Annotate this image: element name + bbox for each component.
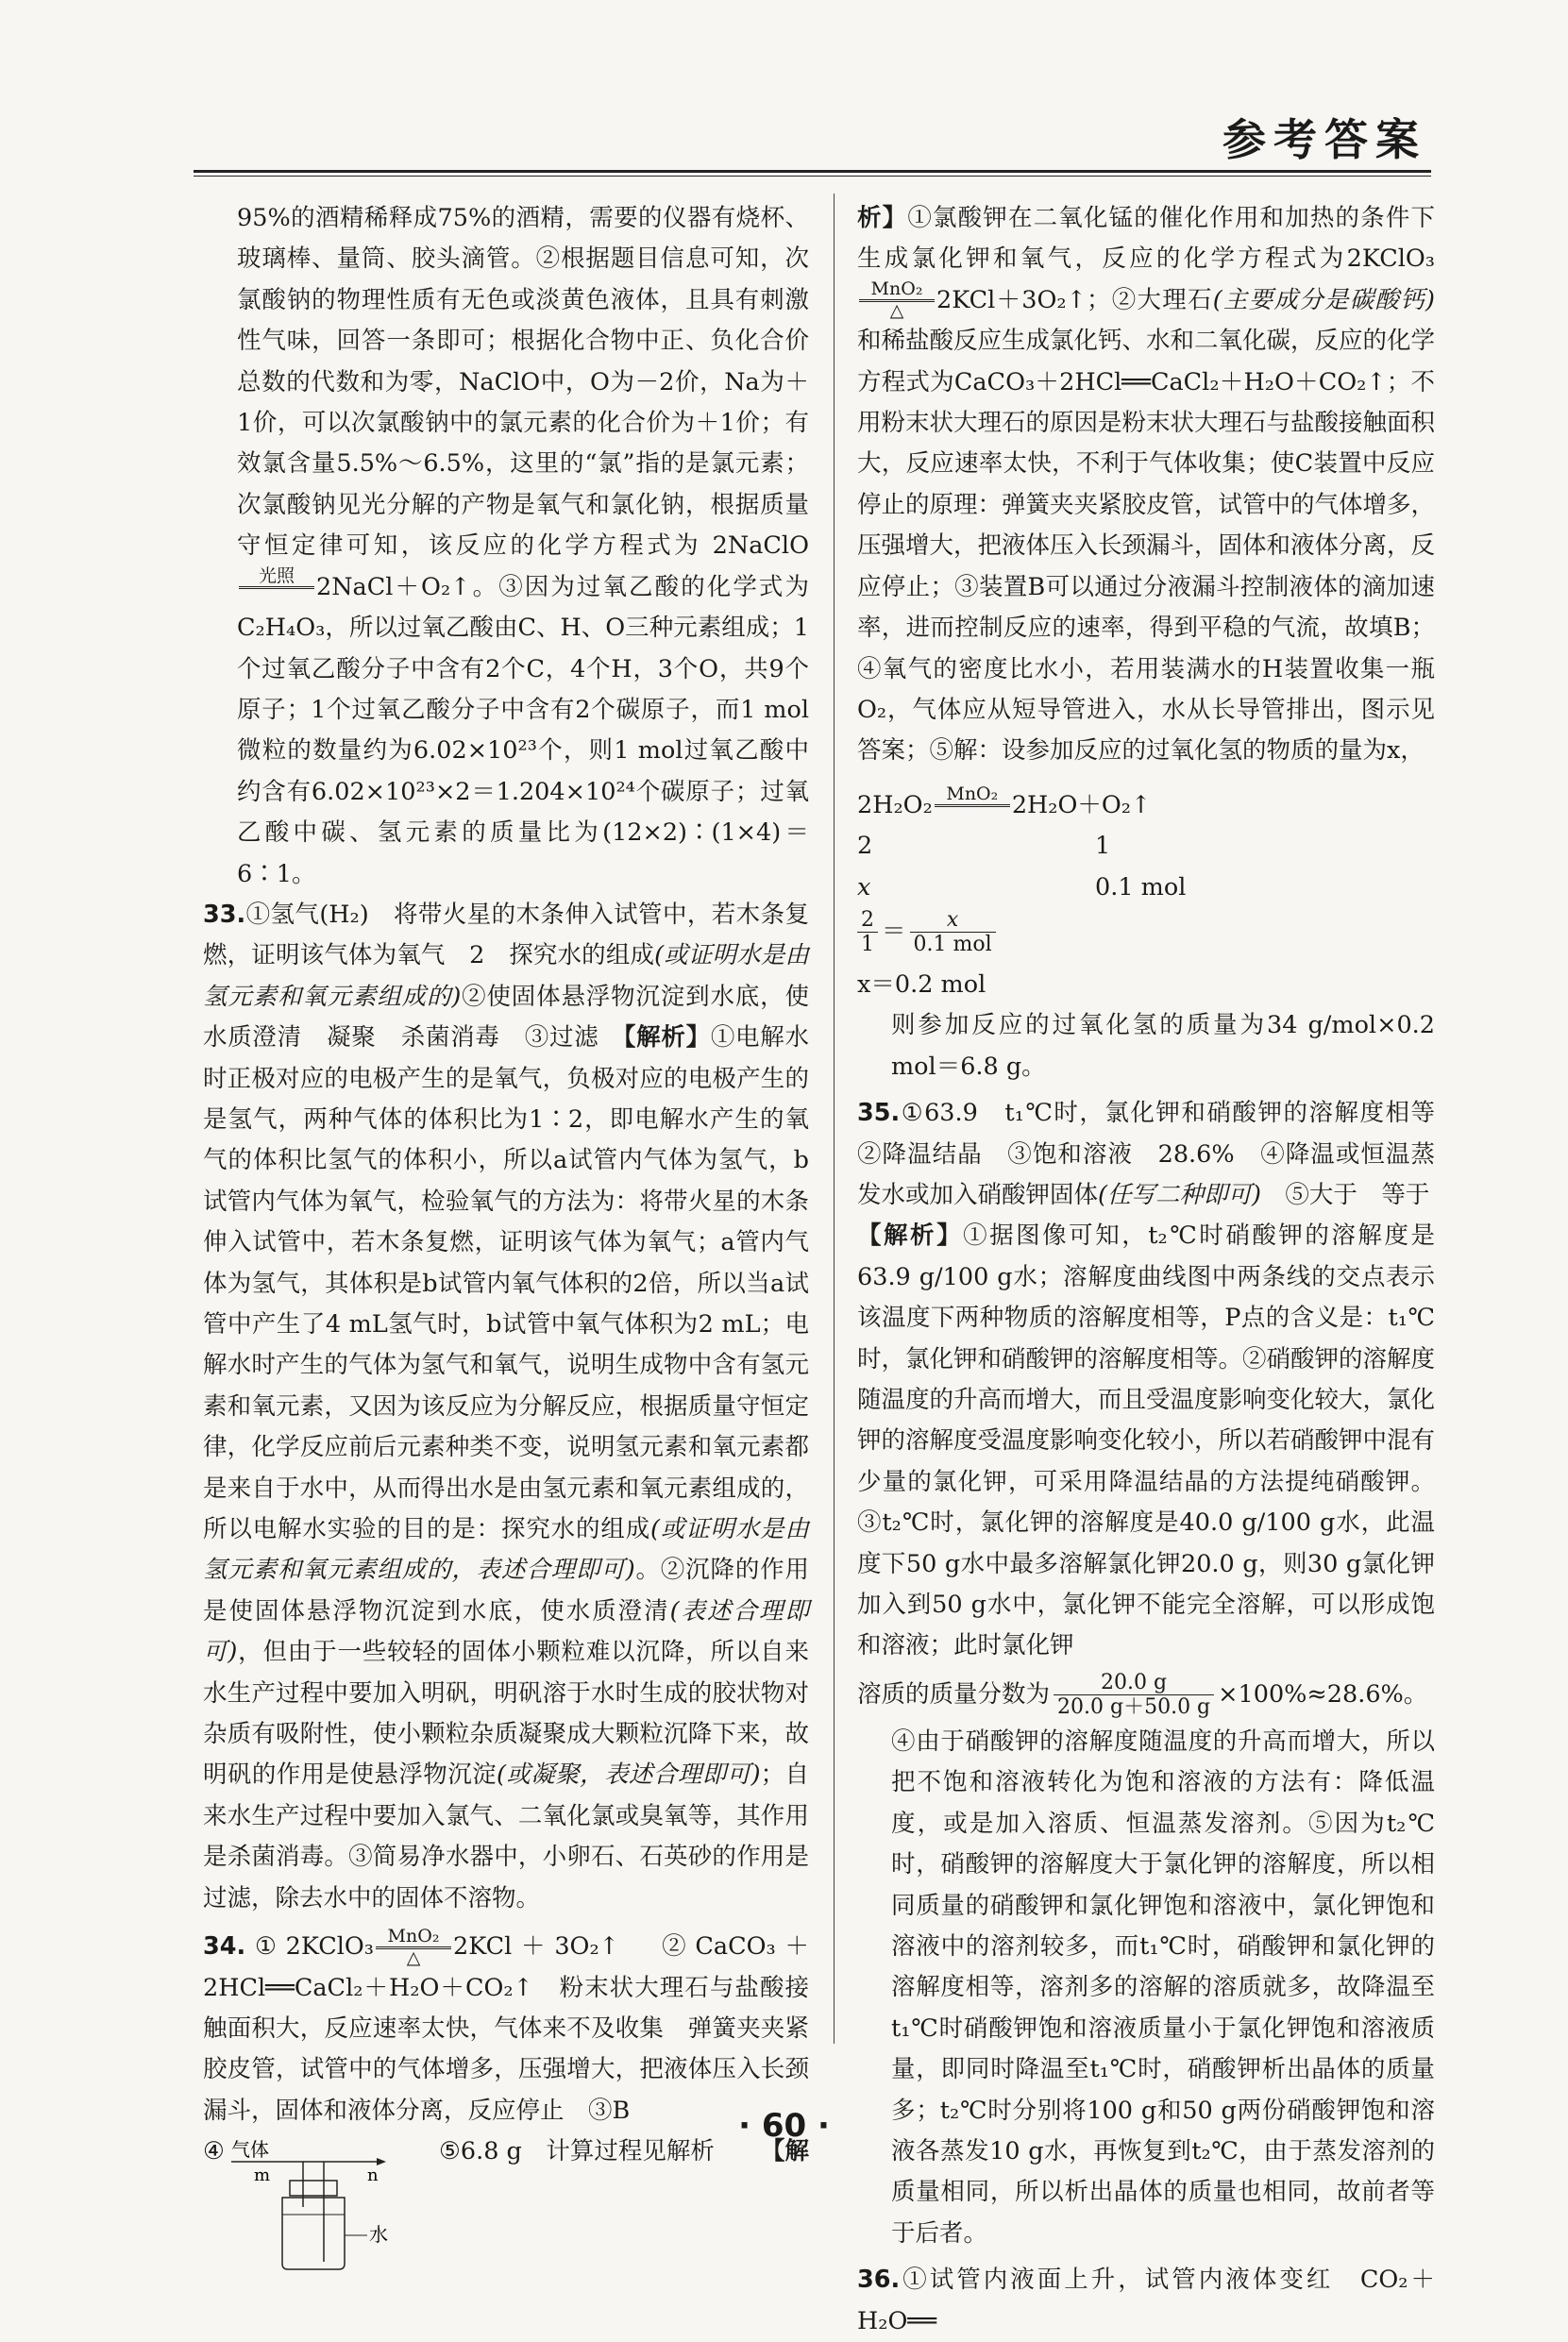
answer-34-part4: ④ 气体 m n 水 ⑤6.8 g 计算过程见解析 【解 <box>203 2131 809 2273</box>
calculation-block <box>857 785 1435 1087</box>
diagram-label-gas: 气体 <box>231 2138 269 2162</box>
left-column <box>203 198 809 2273</box>
header-rule <box>194 170 1431 173</box>
calc-row-unknown: x 0.1 mol <box>857 872 1187 901</box>
gas-collection-bottle-diagram <box>226 2131 414 2273</box>
diagram-label-water: 水 <box>369 2223 388 2247</box>
condition-mno2-heat: MnO₂ △ <box>376 1928 451 1968</box>
answer-36: 36.①试管内液面上升，试管内液体变红 CO₂＋H₂O══ <box>857 2266 1435 2335</box>
page-number: · 60 · <box>738 2107 830 2145</box>
header-rule-thin <box>194 176 1431 177</box>
column-divider <box>834 194 835 2044</box>
diagram-label-m: m <box>254 2165 271 2186</box>
calc-row-ratio: 2 1 <box>857 832 1111 861</box>
diagram-label-n: n <box>367 2165 379 2186</box>
answer-35-analysis-continued: ④由于硝酸钾的溶解度随温度的升高而增大，所以把不饱和溶液转化为饱和溶液的方法有：降低温度，或是加入溶质、恒温蒸发溶剂。⑤因为t₂℃时，硝酸钾的溶解度大于氯化钾的溶解度，所以相同质量的硝酸钾和氯化钾饱和溶液中，氯化钾饱和溶液中的溶剂较多，而t₁℃时，硝酸钾和氯化钾的溶解度相等，溶剂多的溶解的溶质就多，故降温至t₁℃时硝酸钾饱和溶液质量小于氯化钾饱和溶液质量，即同时降温至t₁℃时，硝酸钾析出晶体的质量多；t₂℃时分别将100 g和50 g两份硝酸钾饱和溶液各蒸发10 g水，再恢复到t₂℃，由于蒸发溶剂的质量相同，所以析出晶体的质量也相同，故前者等于后者。 <box>891 1727 1435 2248</box>
answer-35: 35.①63.9 t₁℃时，氯化钾和硝酸钾的溶解度相等 ②降温结晶 ③饱和溶液 28.6% ④降温或恒温蒸发水或加入硝酸钾固体(任写二种即可) ⑤大于 等于 <box>857 1099 1459 1209</box>
calc-proportion: $\frac{2}{1}$ ＝ $\frac{x}{\text{0.1 mol}}$ <box>857 908 1435 965</box>
paragraph-q32-continued: 95%的酒精稀释成75%的酒精，需要的仪器有烧杯、玻璃棒、量筒、胶头滴管。②根据题目信息可知，次氯酸钠的物理性质有无色或淡黄色液体，且具有刺激性气味，回答一条即可；根据化合物中正、负化合价总数的代数和为零，NaClO中，O为－2价，Na为＋1价，可以次氯酸钠中的氯元素的化合价为＋1价；有效氯含量5.5%～6.5%，这里的“氯”指的是氯元素；次氯酸钠见光分解的产物是氧气和氯化钠，根据质量守恒定律可知，该反应的化学方程式为 2NaClO 光照 2NaCl＋O₂↑。③因为过氧乙酸的化学式为C₂H₄O₃，所以过氧乙酸由C、H、O三种元素组成；1个过氧乙酸分子中含有2个C，4个H，3个O，共9个原子；1个过氧乙酸分子中含有2个碳原子，而1 mol微粒的数量约为6.02×10²³个，则1 mol过氧乙酸中约含有6.02×10²³×2＝1.204×10²⁴个碳原子；过氧乙酸中碳、氢元素的质量比为(12×2)∶(1×4)＝6∶1。 <box>237 204 809 888</box>
answer-34-analysis: 析】①氯酸钾在二氧化锰的催化作用和加热的条件下生成氯化钾和氧气，反应的化学方程式为2KClO₃ MnO₂ △ 2KCl＋3O₂↑；②大理石(主要成分是碳酸钙)和稀盐酸反应生成氯化钙、水和二氧化碳，反应的化学方程式为CaCO₃＋2HCl══CaCl₂＋H₂O＋CO₂↑；不用粉末状大理石的原因是粉末状大理石与盐酸接触面积大，反应速率太快，不利于气体收集；使C装置中反应停止的原理：弹簧夹夹紧胶皮管，试管中的气体增多，压强增大，把液体压入长颈漏斗，固体和液体分离，反应停止；③装置B可以通过分液漏斗控制液体的滴加速率，进而控制反应的速率，得到平稳的气流，故填B；④氧气的密度比水小，若用装满水的H装置收集一瓶O₂，气体应从短导管进入，水从长导管排出，图示见答案；⑤解：设参加反应的过氧化氢的物质的量为x， <box>857 204 1436 766</box>
calc-result: x＝0.2 mol <box>857 969 986 999</box>
answer-33: 33.①氢气(H₂) 将带火星的木条伸入试管中，若木条复燃，证明该气体为氧气 2 探究水的组成(或证明水是由氢元素和氧元素组成的)②使固体悬浮物沉淀到水底，使水质澄清 凝聚 杀菌消毒 ③过滤 【解析】①电解水时正极对应的电极产生的是氧气，负极对应的电极产生的是氢气，两种气体的体积比为1∶2，即电解水产生的氧气的体积比氢气的体积小，所以a试管内气体为氢气，b试管内气体为氧气，检验氧气的方法为：将带火星的木条伸入试管中，若木条复燃，证明该气体为氧气；a管内气体为氢气，其体积是b试管内氧气体积的2倍，所以当a试管中产生了4 mL氢气时，b试管中氧气体积为2 mL；电解水时产生的气体为氢气和氧气，说明生成物中含有氢元素和氧元素，又因为该反应为分解反应，根据质量守恒定律，化学反应前后元素种类不变，说明氢元素和氧元素都是来自于水中，从而得出水是由氢元素和氧元素组成的，所以电解水实验的目的是：探究水的组成(或证明水是由氢元素和氧元素组成的，表述合理即可)。②沉降的作用是使固体悬浮物沉淀到水底，使水质澄清(表述合理即可)，但由于一些较轻的固体小颗粒难以沉降，所以自来水生产过程中要加入明矾，明矾溶于水时生成的胶状物对杂质有吸附性，使小颗粒杂质凝聚成大颗粒沉降下来，故明矾的作用是使悬浮物沉淀(或凝聚，表述合理即可)；自来水生产过程中要加入氯气、二氧化氯或臭氧等，其作用是杀菌消毒。③简易净水器中，小卵石、石英砂的作用是过滤，除去水中的固体不溶物。 <box>203 900 809 1912</box>
calc-equation: 2H₂O₂ MnO₂ 2H₂O＋O₂↑ <box>857 783 1152 819</box>
page-header-title: 参考答案 <box>1222 114 1426 165</box>
answer-35-fraction-line: 溶质的质量分数为 $\frac{20.0 g}{20.0 g+50.0 g}$ ×100%≈28.6%。 <box>857 1671 1428 1720</box>
condition-mno2-heat-2: MnO₂ △ <box>859 280 935 321</box>
condition-light: 光照 <box>239 567 314 608</box>
answer-34: 34.①2KClO₃ MnO₂ △ 2KCl＋3O₂↑ ②CaCO₃＋2HCl══CaCl₂＋H₂O＋CO₂↑ 粉末状大理石与盐酸接触面积大，反应速率太快，气体来不及收集 弹簧夹夹紧胶皮管，试管中的气体增多，压强增大，把液体压入长颈漏斗，固体和液体分离，反应停止 ③B <box>203 1925 810 2125</box>
answer-35-analysis: 【解析】①据图像可知，t₂℃时硝酸钾的溶解度是63.9 g/100 g水；溶解度曲线图中两条线的交点表示该温度下两种物质的溶解度相等，P点的含义是：t₁℃时，氯化钾和硝酸钾的溶解度相等。②硝酸钾的溶解度随温度的升高而增大，而且受温度影响变化较大，氯化钾的溶解度受温度影响变化较小，所以若硝酸钾中混有少量的氯化钾，可采用降温结晶的方法提纯硝酸钾。③t₂℃时，氯化钾的溶解度是40.0 g/100 g水，此温度下50 g水中最多溶解氯化钾20.0 g，则30 g氯化钾加入到50 g水中，氯化钾不能完全溶解，可以形成饱和溶液；此时氯化钾 <box>857 1222 1436 1660</box>
right-column <box>857 198 1459 2342</box>
calc-mass: 则参加反应的过氧化氢的质量为34 g/mol×0.2 mol＝6.8 g。 <box>891 1011 1435 1081</box>
